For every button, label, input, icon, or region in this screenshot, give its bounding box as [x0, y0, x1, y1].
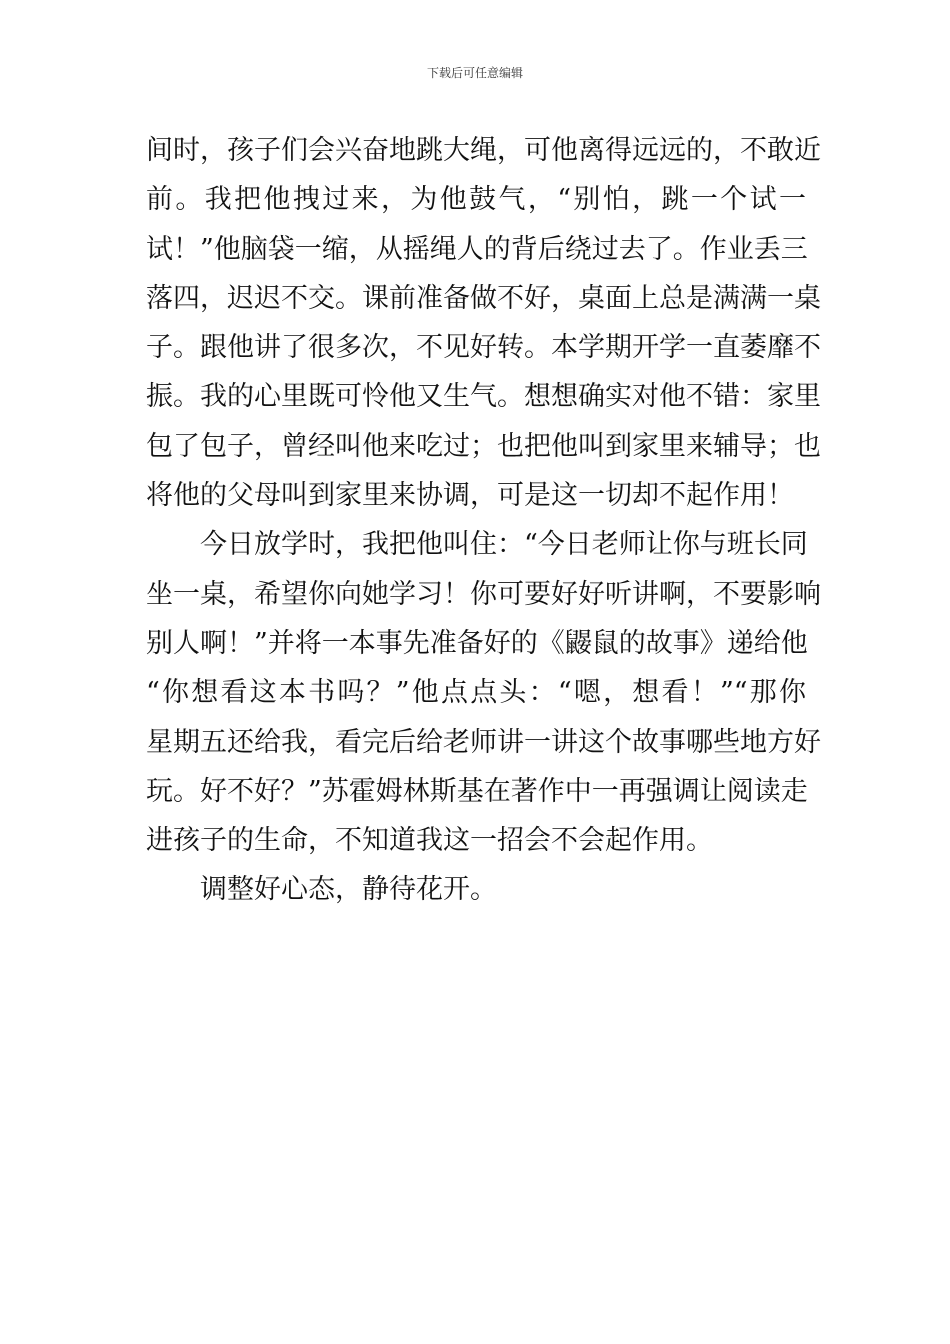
paragraph-first-line: 今日放学时，我把他叫住：“今日老师让你与班长同 [200, 529, 808, 561]
text-line: 子。跟他讲了很多次，不见好转。本学期开学一直萎靡不 [146, 332, 821, 364]
text-line: 振。我的心里既可怜他又生气。想想确实对他不错：家里 [146, 381, 821, 413]
text-line: 试！”他脑袋一缩，从摇绳人的背后绕过去了。作业丢三 [146, 233, 808, 265]
text-line: 星期五还给我，看完后给老师讲一讲这个故事哪些地方好 [146, 726, 821, 758]
text-line: 坐一桌，希望你向她学习！你可要好好听讲啊，不要影响 [146, 578, 821, 610]
text-line: 别人啊！”并将一本事先准备好的《鼹鼠的故事》递给他 [146, 627, 808, 659]
text-line: 玩。好不好？”苏霍姆林斯基在著作中一再强调让阅读走 [146, 775, 808, 807]
text-line: “你想看这本书吗？”他点点头：“嗯，想看！”“那你 [146, 677, 806, 709]
text-line: 落四，迟迟不交。课前准备做不好，桌面上总是满满一桌 [146, 282, 821, 314]
text-line: 将他的父母叫到家里来协调，可是这一切却不起作用！ [146, 480, 794, 512]
document-body [146, 126, 821, 915]
page-header: 下载后可任意编辑 [426, 66, 523, 80]
text-line: 包了包子，曾经叫他来吃过；也把他叫到家里来辅导；也 [146, 430, 821, 462]
text-line: 进孩子的生命，不知道我这一招会不会起作用。 [146, 825, 713, 857]
text-line: 间时，孩子们会兴奋地跳大绳，可他离得远远的，不敢近 [146, 135, 821, 166]
paragraph-first-line: 调整好心态，静待花开。 [200, 874, 497, 906]
text-line: 前。我把他拽过来，为他鼓气，“别怕，跳一个试一 [146, 184, 806, 216]
